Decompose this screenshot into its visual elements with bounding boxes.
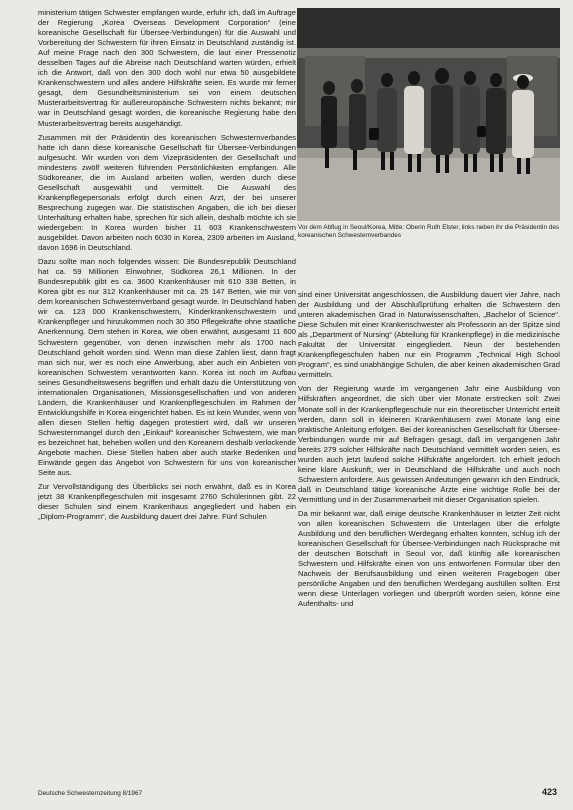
left-column: [38, 8, 296, 526]
paragraph: Da mir bekannt war, daß einige deutsche Krankenhäuser in letzter Zeit nicht von allen koreanischen Schwestern die Unterlagen über die erfolgte Ausbildung und den beruflichen Werdegang erhalten konnten, schlug ich der koreanischen Gesellschaft für Übersee-Verbindungen nach Rücksprache mit der deutschen Botschaft in Seoul vor, daß künftig alle koreanischen Schwestern und Hilfskräfte einen von uns entworfenen Formular über den Nachweis der Berufsausbildung und einen weiteren Fragebogen über persönliche Angaben und den beruflichen Werdegang ausfüllen sollten. Erst wenn diese Unterlagen vorliegen und überprüft worden seien, könne eine Aufenthalts- und: [298, 508, 560, 609]
paragraph: Dazu sollte man noch folgendes wissen: Die Bundesrepublik Deutschland hat ca. 59 Millionen Einwohner, Südkorea 26,1 Millionen. In der Bundesrepublik gibt es ca. 3600 Krankenhäuser mit 610 338 Betten, in Korea gibt es nur 312 Krankenhäuser mit ca. 25 147 Betten, wie mir von dem koreanischen Schwesternverband gesagt wurde. In Deutschland haben wir ca. 123 000 Krankenschwestern, Kinderkrankenschwestern und Krankenpfleger und hinzukommen noch 30 350 Pflegekräfte ohne staatliche Anerkennung. Dem stehen in Korea, wie oben erwähnt, ausgesamt 11 600 Schwestern gegenüber, von denen inzwischen mehr als 1700 nach Deutschland geholt worden sind. Wenn man diese Zahlen liest, dann fragt man sich nur, wer es noch eine Anwerbung, aber auch ein Anbieten von koreanischen Schwestern verantworten kann. Korea ist noch im Aufbau seines Gesundheitswesens begriffen und erhält dazu die Unterstützung von internationalen Organisationen, Missionsgesellschaften und von anderen Ländern, die Krankenhäuser und Krankenpflegeschulen im Rahmen der Entwicklungshilfe in Korea eingerichtet haben. Es ist kein Wunder, wenn von allen diesen Stellen heftig dagegen protestiert wird, daß wir unseren Schwesternmangel durch den „Einkauf“ koreanischer Schwestern, wie man es bezeichnet hat, beheben wollen und den Koreanern deshalb verlockende Angebote machen. Diese Stellen haben aber auch starke Bedenken und Einwände gegen das Angebot von Schwestern für uns von koreanischer Seite aus.: [38, 257, 296, 478]
right-column: [298, 290, 560, 613]
page-number: 423: [542, 787, 558, 797]
paragraph: ministerium tätigen Schwester empfangen wurde, erfuhr ich, daß im Auftrage der Regierung „Korea Overseas Development Corporation“ (eine koreanische Gesellschaft für Übersee-Verbindungen) für die Auswahl und Vorbereitung der Schwestern für ihren Einsatz in Deutschland zuständig ist. Auf meine Frage nach den 300 Schwestern, die laut einer Pressenotiz desselben Tages auf die Abreise nach Deutschland warten würden, erhielt ich die Antwort, daß von den 300 doch wohl nur etwa 50 ausgebildete Krankenschwestern und alles andere Hilfskräfte seien. Es wurde mir ferner gesagt, dem Gesundheitsministerium sei von einem deutschen Musterarbeitsvertrag für außereuropäische Schwestern nichts bekannt; mir war in Deutschland gesagt worden, die koreanische Regierung habe den Musterarbeitsvertrag bereits ausgehändigt.: [38, 8, 296, 128]
paragraph: Von der Regierung wurde im vergangenen Jahr eine Ausbildung von Hilfskräften angeordnet, die sich über vier Monate erstrecken soll: Zwei Monate soll in der Krankenpflegeschule nur ein theoretischer Unterricht erteilt werden, dann soll in kleineren Krankenhäusern zwei Monate lang eine praktische Anleitung erfolgen. Bei der koreanischen Gesellschaft für Übersee-Verbindungen wurde mir auf Befragen gesagt, daß im vergangenen Jahr bereits 279 solcher Hilfskräfte nach Deutschland vermittelt worden seien, es wurden auch jetzt laufend solche Hilfskräfte angefordert. Ich erhielt jedoch keine klare Auskunft, wer in Deutschland die Hilfskräfte und auch noch Schwestern anfordere. Aus gewissen Andeutungen gewann ich den Eindruck, daß in Deutschland tätige koreanische Ärzte eine wichtige Rolle bei der Vermittlung und in der Zusammenarbeit mit dieser Organisation spielen.: [298, 384, 560, 504]
photo-illustration: [297, 8, 560, 221]
footer-journal-name: Deutsche Schwesternzeitung 8/1967: [38, 790, 143, 797]
photo-caption: Vor dem Abflug in Seoul/Korea, Mitte: Oberin Ruth Elster, links neben ihr die Präsidentin des koreanischen Schwesternverbandes: [298, 224, 560, 240]
paragraph: sind einer Universität angeschlossen, die Ausbildung dauert vier Jahre, nach der Ausbildung und der Abschlußprüfung erhalten die Schwestern den unteren akademischen Grad in Naturwissenschaften, „Bachelor of Science“. Diese Schulen mit einer Krankenschwester als Professorin an der Spitze sind als „Department of Nursing“ (Abteilung für Krankenpflege) in die medizinische Fakultät der Universität eingegliedert. Neun der bestehenden Krankenpflegeschulen haben nur ein Programm „Technical High School Program“, es sind unabhängige Schulen, die aber keinen akademischen Grad vermitteln.: [298, 290, 560, 380]
group-photo: [297, 8, 560, 221]
paragraph: Zur Vervollständigung des Überblicks sei noch erwähnt, daß es in Korea jetzt 38 Krankenpflegeschulen mit insgesamt 2760 Schülerinnen gibt. 22 dieser Schulen sind einem Krankenhaus angegliedert und haben ein „Diplom-Programm“, die Ausbildung dauert drei Jahre. Fünf Schulen: [38, 482, 296, 522]
paragraph: Zusammen mit der Präsidentin des koreanischen Schwesternverbandes hatte ich dann diese koreanische Gesellschaft für Übersee-Verbindungen aufgesucht. Wir wurden von dem Vizepräsidenten der Gesellschaft und mindestens zwölf weiteren führenden Persönlichkeiten empfangen. Alle Südkoreaner, die im Ausland arbeiten wollen, werden durch diese Gesellschaft ausgewählt und vermittelt. Die Auswahl des Krankenpflegepersonals erfolgt durch einen Arzt, der bei unserer Besprechung zugegen war. Die statistischen Angaben, die ich bei dieser Unterhaltung erhalten habe, sprechen für sich allein, deshalb möchte ich sie wiedergeben: In Korea wurden bisher 11 603 Krankenschwestern ausgebildet. Davon arbeiten noch 6030 in Korea, 2309 arbeiten im Ausland, davon 1696 in Deutschland.: [38, 132, 296, 253]
